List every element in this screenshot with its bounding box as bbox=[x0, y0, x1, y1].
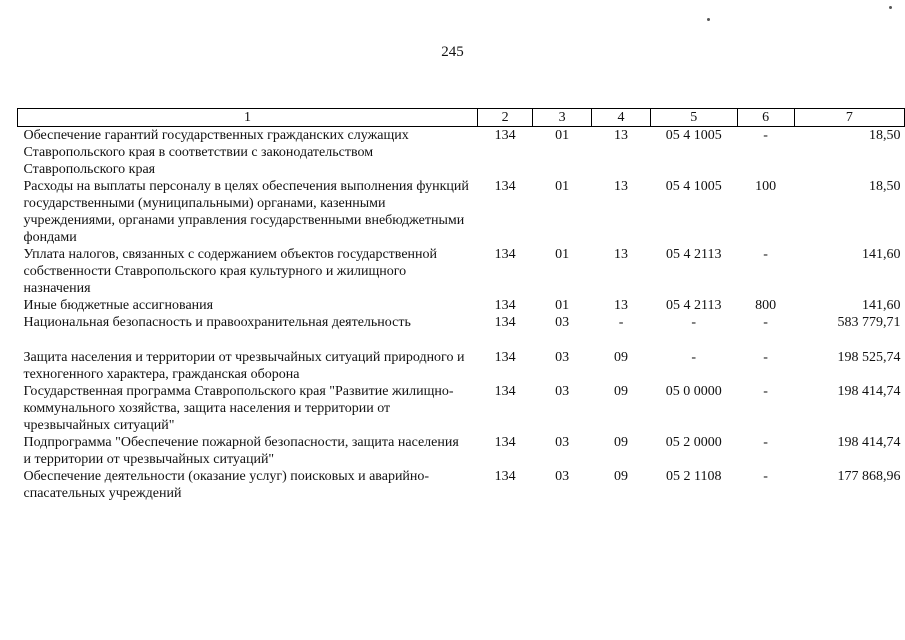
column-header: 1 bbox=[18, 109, 478, 127]
spacer-cell bbox=[18, 331, 905, 349]
row-name: Подпрограмма "Обеспечение пожарной безопасности, защита населения и территории от чрезвычайных ситуаций" bbox=[23, 435, 459, 467]
table-row bbox=[18, 178, 905, 246]
cell-col3: 01 bbox=[555, 247, 570, 262]
column-header: 5 bbox=[650, 109, 737, 127]
table-row bbox=[18, 297, 905, 314]
cell-amount: 18,50 bbox=[869, 128, 901, 143]
column-header: 2 bbox=[478, 109, 533, 127]
cell-col5: - bbox=[691, 315, 697, 330]
cell-amount: 141,60 bbox=[862, 247, 901, 262]
row-name: Защита населения и территории от чрезвычайных ситуаций природного и техногенного характера, гражданская оборона bbox=[23, 350, 465, 382]
cell-col4: 09 bbox=[614, 469, 629, 484]
scan-speck bbox=[889, 6, 892, 9]
column-header: 7 bbox=[794, 109, 904, 127]
table-row bbox=[18, 468, 905, 502]
row-name: Обеспечение гарантий государственных гражданских служащих Ставропольского края в соответствии с законодательством Ставропольского края bbox=[23, 128, 409, 177]
cell-col5: 05 4 2113 bbox=[666, 247, 722, 262]
table-row bbox=[18, 246, 905, 297]
cell-amount: 177 868,96 bbox=[837, 469, 901, 484]
scan-speck bbox=[707, 18, 710, 21]
cell-col4: 09 bbox=[614, 384, 629, 399]
cell-col3: 03 bbox=[555, 315, 570, 330]
cell-col6: 800 bbox=[755, 298, 777, 313]
cell-col2: 134 bbox=[494, 469, 516, 484]
cell-col2: 134 bbox=[494, 435, 516, 450]
column-header: 6 bbox=[737, 109, 794, 127]
page-number: 245 bbox=[441, 44, 464, 60]
cell-col2: 134 bbox=[494, 298, 516, 313]
cell-col6: - bbox=[763, 128, 768, 143]
table-row bbox=[18, 383, 905, 434]
table-row bbox=[18, 127, 905, 179]
cell-col5: - bbox=[691, 350, 697, 365]
cell-col6: - bbox=[763, 469, 768, 484]
cell-col2: 134 bbox=[494, 179, 516, 194]
header-row bbox=[18, 109, 905, 127]
cell-col5: 05 0 0000 bbox=[665, 384, 722, 399]
cell-col5: 05 2 0000 bbox=[665, 435, 722, 450]
cell-col3: 03 bbox=[555, 350, 570, 365]
cell-amount: 583 779,71 bbox=[837, 315, 901, 330]
cell-col2: 134 bbox=[494, 384, 516, 399]
row-name: Государственная программа Ставропольского края "Развитие жилищно-коммунального хозяйства, защита населения и территории от чрезвычайных ситуаций" bbox=[23, 384, 454, 433]
row-name: Национальная безопасность и правоохранительная деятельность bbox=[23, 315, 411, 330]
cell-col4: 13 bbox=[614, 298, 629, 313]
row-name: Иные бюджетные ассигнования bbox=[23, 298, 214, 313]
cell-col5: 05 4 2113 bbox=[666, 298, 722, 313]
spacer-row bbox=[18, 331, 905, 349]
cell-col4: 09 bbox=[614, 350, 629, 365]
cell-col6: - bbox=[763, 384, 768, 399]
cell-col4: 09 bbox=[614, 435, 629, 450]
table-row bbox=[18, 314, 905, 331]
cell-amount: 198 414,74 bbox=[837, 435, 901, 450]
cell-amount: 198 525,74 bbox=[837, 350, 901, 365]
cell-col3: 01 bbox=[555, 298, 570, 313]
budget-table bbox=[17, 108, 905, 502]
cell-col4: 13 bbox=[614, 128, 629, 143]
cell-col4: 13 bbox=[614, 179, 629, 194]
cell-col6: - bbox=[763, 315, 768, 330]
row-name: Расходы на выплаты персоналу в целях обеспечения выполнения функций государственными (муниципальными) органами, казенными учреждениями, органами управления государственными внебюджетными фондами bbox=[23, 179, 469, 245]
cell-col3: 03 bbox=[555, 384, 570, 399]
table-row bbox=[18, 434, 905, 468]
row-name: Обеспечение деятельности (оказание услуг) поисковых и аварийно-спасательных учреждений bbox=[23, 469, 430, 501]
cell-col3: 03 bbox=[555, 435, 570, 450]
cell-col5: 05 4 1005 bbox=[665, 179, 722, 194]
cell-col5: 05 4 1005 bbox=[665, 128, 722, 143]
cell-col2: 134 bbox=[494, 315, 516, 330]
column-header: 4 bbox=[592, 109, 651, 127]
cell-amount: 18,50 bbox=[869, 179, 901, 194]
cell-col5: 05 2 1108 bbox=[666, 469, 722, 484]
cell-col2: 134 bbox=[494, 247, 516, 262]
cell-col6: - bbox=[763, 350, 768, 365]
cell-col4: 13 bbox=[614, 247, 629, 262]
table-row bbox=[18, 349, 905, 383]
cell-amount: 198 414,74 bbox=[837, 384, 901, 399]
cell-amount: 141,60 bbox=[862, 298, 901, 313]
cell-col6: 100 bbox=[755, 179, 777, 194]
cell-col6: - bbox=[763, 435, 768, 450]
cell-col4: - bbox=[618, 315, 624, 330]
row-name: Уплата налогов, связанных с содержанием объектов государственной собственности Ставропольского края культурного и жилищного назначения bbox=[23, 247, 438, 296]
cell-col2: 134 bbox=[494, 128, 516, 143]
cell-col3: 03 bbox=[555, 469, 570, 484]
column-header: 3 bbox=[533, 109, 592, 127]
cell-col6: - bbox=[763, 247, 768, 262]
cell-col3: 01 bbox=[555, 128, 570, 143]
cell-col2: 134 bbox=[494, 350, 516, 365]
cell-col3: 01 bbox=[555, 179, 570, 194]
